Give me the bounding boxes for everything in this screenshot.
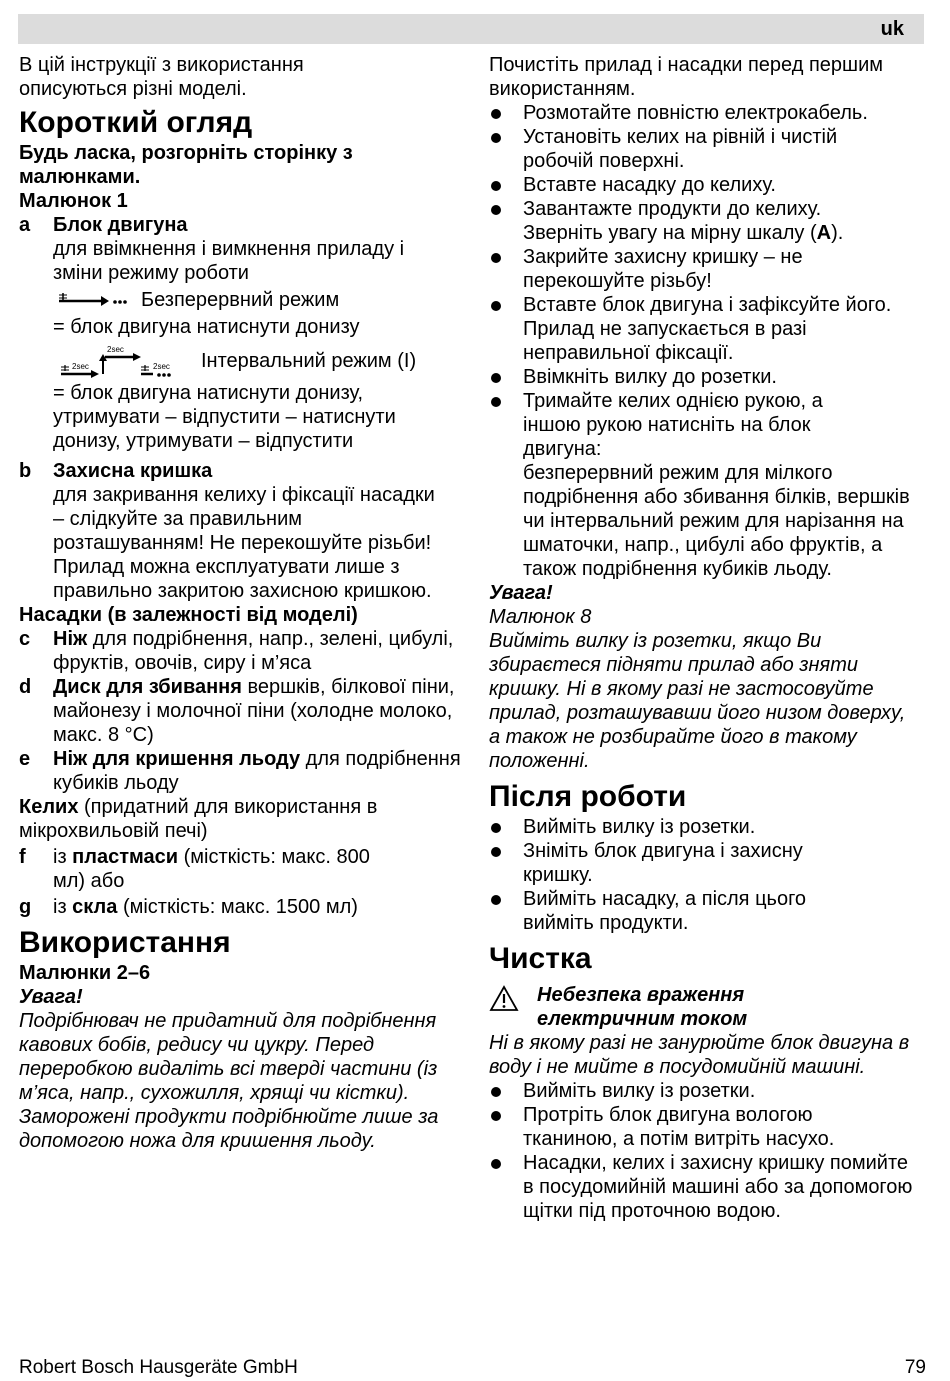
item-letter: f <box>19 846 26 868</box>
bullet-icon <box>489 389 523 581</box>
list-item <box>489 365 929 389</box>
whisk-disc-title: Диск для збивання <box>53 676 242 698</box>
interval-sym-label-1: 2sec <box>72 362 89 371</box>
bullet-icon <box>489 173 523 197</box>
intro-line-1: В цій інструкції з використання <box>19 54 304 76</box>
item-e <box>19 747 469 795</box>
list-item <box>489 197 929 245</box>
step-text: Вставте блок двигуна і зафіксуйте його. <box>523 294 892 316</box>
scale-mark: A <box>816 222 832 244</box>
step-text <box>523 197 903 245</box>
step-text: Зніміть блок двигуна і захисну кришку. <box>523 840 803 886</box>
interval-sym-label-2: 2sec <box>107 345 124 354</box>
danger-notice <box>489 983 929 1031</box>
interval-sym-label-3: 2sec <box>153 362 170 371</box>
plastic-title: пластмаси <box>72 846 179 868</box>
list-item <box>489 173 929 197</box>
lid-desc-2: Прилад можна експлуатувати лише з правильно закритою захисною кришкою. <box>53 556 432 602</box>
continuous-mode-desc: = блок двигуна натиснути донизу <box>53 316 360 338</box>
bullet-icon <box>489 101 523 125</box>
knife-title: Ніж <box>53 628 88 650</box>
motor-unit-desc: для ввімкнення і вимкнення приладу і зміни режиму роботи <box>53 238 405 284</box>
figure-8-label: Малюнок 8 <box>489 606 592 628</box>
continuous-mode-icon <box>53 290 133 310</box>
list-item <box>489 1151 929 1223</box>
item-letter: a <box>19 214 31 236</box>
step-text: Тримайте келих однією рукою, а іншою рукою натисніть на блок двигуна: <box>523 390 823 460</box>
attachments-title: Насадки (в залежності від моделі) <box>19 604 358 626</box>
continuous-mode-label: Безперервний режим <box>141 289 340 311</box>
bullet-icon <box>489 1151 523 1223</box>
lid-title: Захисна кришка <box>53 460 213 482</box>
bowl-title: Келих <box>19 796 79 818</box>
intro-line-2: описуються різні моделі. <box>19 78 247 100</box>
step-text: Установіть келих на рівній і чистій робочій поверхні. <box>523 126 838 172</box>
bullet-icon <box>489 1079 523 1103</box>
item-letter: e <box>19 748 31 770</box>
language-header-bar <box>18 14 924 44</box>
bullet-icon <box>489 839 523 887</box>
scale-end: ). <box>831 222 844 244</box>
warning-triangle-icon <box>489 983 537 1031</box>
page-number: 79 <box>904 1357 926 1378</box>
usage-warning-text: Подрібнювач не придатний для подрібнення кавових бобів, редису чи цукру. Перед переробкою видаліть всі тверді частини (із м’яса, напр., сухожилля, хрящі чи кістки). Заморожені продукти подрібнюйте лише за допомогою ножа для кришення льоду. <box>19 1010 439 1152</box>
item-letter: d <box>19 676 32 698</box>
item-g <box>19 895 469 919</box>
interval-mode-row <box>53 341 469 381</box>
step-text: Розмотайте повністю електрокабель. <box>523 102 868 124</box>
step-text: Вийміть вилку із розетки. <box>523 1080 756 1102</box>
list-item <box>489 1103 929 1151</box>
right-column <box>489 53 929 1223</box>
list-item <box>489 389 929 581</box>
list-item <box>489 101 929 125</box>
item-letter: g <box>19 896 32 918</box>
bullet-icon <box>489 887 523 935</box>
danger-title: Небезпека враження електричним током <box>537 984 748 1030</box>
bullet-icon <box>489 245 523 293</box>
ice-knife-desc: для подрібнення кубиків льоду <box>53 748 461 794</box>
item-d <box>19 675 469 747</box>
footer-company: Robert Bosch Hausgeräte GmbH <box>19 1357 298 1378</box>
bullet-icon <box>489 815 523 839</box>
language-code: uk <box>880 18 904 40</box>
hold-desc: безперервний режим для мілкого подрібнення або збивання білків, вершків чи інтервальний режим для нарізання на шматочки, напр., цибулі або фруктів, а також подрібнення кубиків льоду. <box>523 462 910 580</box>
step-text: Вийміть насадку, а після цього вийміть продукти. <box>523 888 807 934</box>
continuous-mode-row <box>53 285 469 315</box>
bowl-desc: (придатний для використання в мікрохвильовій печі) <box>19 796 378 842</box>
glass-pre: із <box>53 896 73 918</box>
glass-desc: (місткість: макс. 1500 мл) <box>117 896 358 918</box>
item-letter: c <box>19 628 31 650</box>
item-f <box>19 845 469 893</box>
bullet-icon <box>489 125 523 173</box>
overview-heading: Короткий огляд <box>19 106 253 139</box>
list-item <box>489 293 929 365</box>
caution-text: Вийміть вилку із розетки, якщо Ви збираєтеся підняти прилад або зняти кришку. Ні в якому разі не застосовуйте прилад, розташувавши його низом доверху, а також не розбирайте його в такому положенні. <box>489 630 906 772</box>
plastic-desc: (місткість: макс. 800 мл) або <box>53 846 370 892</box>
list-item <box>489 815 929 839</box>
bullet-icon <box>489 365 523 389</box>
step-text: Вставте насадку до келиху. <box>523 174 776 196</box>
figure-1-label: Малюнок 1 <box>19 190 128 212</box>
bullet-icon <box>489 1103 523 1151</box>
after-use-heading: Після роботи <box>489 780 687 813</box>
ice-knife-title: Ніж для кришення льоду <box>53 748 301 770</box>
step-text: Закрийте захисну кришку – не перекошуйте різьбу! <box>523 246 803 292</box>
glass-title: скла <box>72 896 118 918</box>
step-text: Протріть блок двигуна вологою тканиною, а потім витріть насухо. <box>523 1104 835 1150</box>
step-text: Вийміть вилку із розетки. <box>523 816 756 838</box>
figures-2-6-label: Малюнки 2–6 <box>19 962 151 984</box>
list-item <box>489 1079 929 1103</box>
clean-before-use: Почистіть прилад і насадки перед першим використанням. <box>489 54 884 100</box>
item-c <box>19 627 469 675</box>
step-text: Ввімкніть вилку до розетки. <box>523 366 777 388</box>
item-a <box>19 213 469 285</box>
knife-desc: для подрібнення, напр., зелені, цибулі, фруктів, овочів, сиру і м’яса <box>53 628 454 674</box>
list-item <box>489 887 929 935</box>
motor-unit-title: Блок двигуна <box>53 214 188 236</box>
interval-mode-label: Інтервальний режим (I) <box>201 350 417 372</box>
item-letter: b <box>19 460 32 482</box>
list-item <box>489 839 929 887</box>
unfold-note: Будь ласка, розгорніть сторінку з малюнками. <box>19 142 353 188</box>
caution-label: Увага! <box>489 582 553 604</box>
whisk-disc-desc: вершків, білкової піни, майонезу і молочної піни (холодне молоко, макс. 8 °C) <box>53 676 455 746</box>
list-item <box>489 245 929 293</box>
bullet-icon <box>489 197 523 245</box>
interval-mode-icon <box>53 343 193 379</box>
interval-mode-desc: = блок двигуна натиснути донизу, утримувати – відпустити – натиснути донизу, утримувати – відпустити <box>53 382 396 452</box>
usage-heading: Використання <box>19 926 231 959</box>
left-column <box>19 53 469 1153</box>
cleaning-heading: Чистка <box>489 942 592 975</box>
list-item <box>489 125 929 173</box>
step-text: Насадки, келих і захисну кришку помийте в посудомийній машині або за допомогою щітки під проточною водою. <box>523 1152 913 1222</box>
no-start-note: Прилад не запускається в разі неправильної фіксації. <box>523 318 807 364</box>
danger-text: Ні в якому разі не занурюйте блок двигуна в воду і не мийте в посудомийній машині. <box>489 1032 910 1078</box>
bowl-line <box>19 795 419 843</box>
bullet-icon <box>489 293 523 365</box>
usage-caution-label: Увага! <box>19 986 83 1008</box>
item-b <box>19 459 469 603</box>
plastic-pre: із <box>53 846 73 868</box>
lid-desc: для закривання келиху і фіксації насадки – слідкуйте за правильним розташуванням! Не перекошуйте різьби! <box>53 484 435 554</box>
step-text-main: Завантажте продукти до келиху. Зверніть увагу на мірну шкалу ( <box>523 198 822 244</box>
